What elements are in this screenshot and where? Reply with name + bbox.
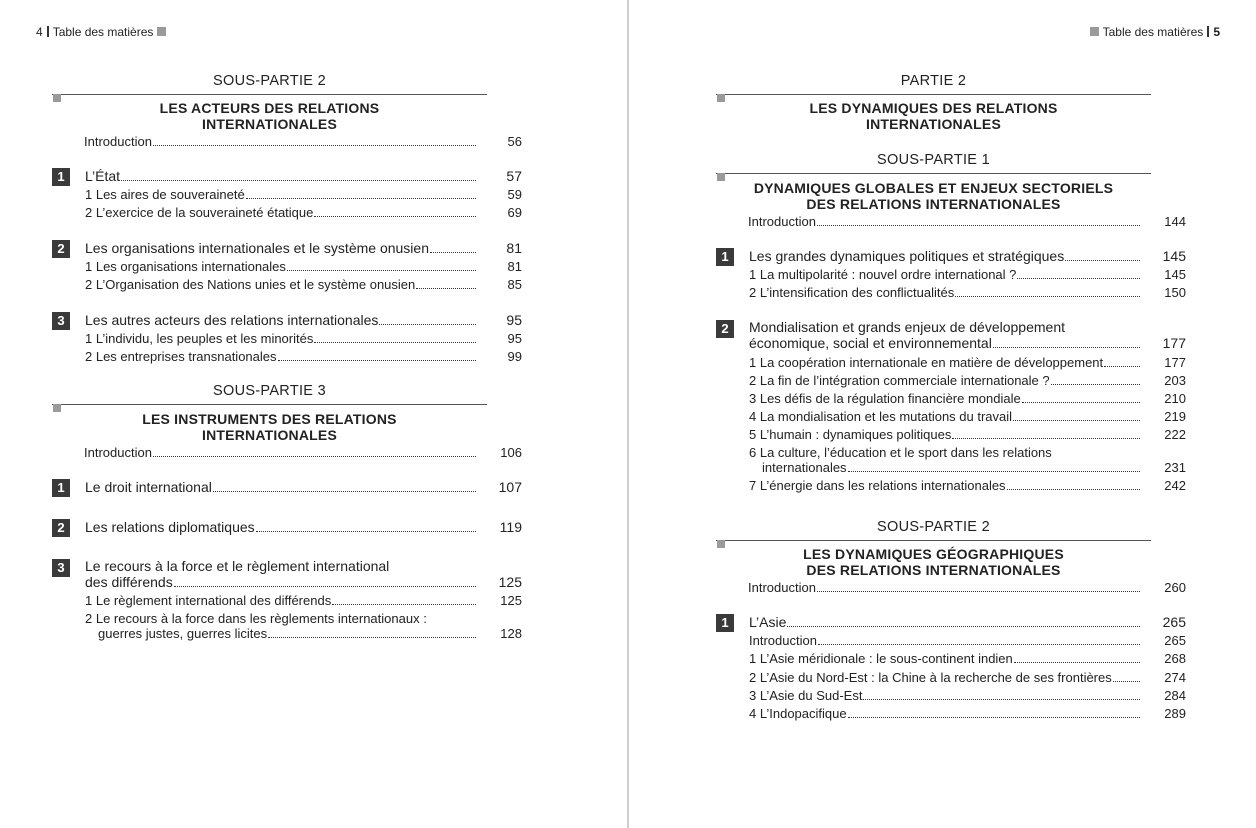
entry-page: 289 (1164, 706, 1186, 721)
entry-label-line: 2 Le recours à la force dans les règlements internationaux : (85, 611, 427, 626)
dot-leader (1013, 420, 1140, 421)
dot-leader (314, 342, 476, 343)
dot-leader (848, 717, 1140, 718)
section-label: SOUS-PARTIE 2 (877, 519, 990, 535)
toc-sub-entry[interactable] (85, 331, 522, 346)
toc-sub-entry[interactable] (85, 277, 522, 292)
dot-leader (256, 531, 476, 532)
entry-label: 2 L’intensification des conflictualités (749, 285, 955, 300)
entry-page: 177 (1162, 335, 1186, 351)
section-title-line: INTERNATIONALES (202, 116, 337, 132)
entry-label: 1 Les aires de souveraineté (85, 187, 245, 202)
entry-label: Le droit international (85, 479, 212, 495)
chapter-number-badge: 3 (52, 312, 70, 330)
entry-label: 4 L’Indopacifique (749, 706, 847, 721)
toc-sub-entry[interactable] (749, 706, 1186, 721)
entry-label: 2 La fin de l’intégration commerciale internationale ? (749, 373, 1050, 388)
entry-label: guerres justes, guerres licites (98, 626, 268, 641)
section-title (52, 100, 487, 132)
entry-page: 56 (507, 134, 522, 149)
dot-leader (848, 471, 1140, 472)
entry-label: 3 Les défis de la régulation financière mondiale (749, 391, 1021, 406)
entry-page: 268 (1164, 651, 1186, 666)
toc-sub-entry[interactable] (749, 285, 1186, 300)
dot-leader (246, 198, 476, 199)
part-title-line: INTERNATIONALES (866, 116, 1001, 132)
entry-page: 274 (1164, 670, 1186, 685)
toc-sub-entry[interactable] (85, 259, 522, 274)
entry-label: L’État (85, 168, 121, 184)
entry-page: 59 (507, 187, 522, 202)
page-number: 4 (36, 25, 43, 39)
entry-label: Introduction (749, 633, 817, 648)
toc-sub-entry[interactable] (749, 427, 1186, 442)
dot-leader (818, 644, 1140, 645)
entry-page: 260 (1164, 580, 1186, 595)
section-title (52, 411, 487, 443)
section-label: SOUS-PARTIE 1 (877, 152, 990, 168)
toc-chapter-entry[interactable] (749, 335, 1186, 351)
dot-leader (430, 252, 476, 253)
toc-sub-entry[interactable] (749, 355, 1186, 370)
chapter-number-badge: 1 (716, 248, 734, 266)
dot-leader (213, 491, 476, 492)
entry-page: 128 (500, 626, 522, 641)
entry-label: Les autres acteurs des relations internationales (85, 312, 379, 328)
section-title (716, 546, 1151, 578)
toc-chapter-entry[interactable] (85, 168, 522, 184)
left-page (0, 0, 627, 828)
dot-leader (287, 270, 476, 271)
dot-leader (1022, 402, 1140, 403)
entry-page: 265 (1162, 614, 1186, 630)
entry-page: 85 (507, 277, 522, 292)
entry-page: 203 (1164, 373, 1186, 388)
dot-leader (993, 347, 1140, 348)
dot-leader (1017, 278, 1140, 279)
section-rule (52, 404, 487, 405)
entry-label-line: Le recours à la force et le règlement international (85, 558, 390, 574)
page-number: 5 (1213, 25, 1220, 39)
section-title-line: LES DYNAMIQUES GÉOGRAPHIQUES (803, 546, 1064, 562)
dot-leader (1113, 681, 1140, 682)
part-title-line: LES DYNAMIQUES DES RELATIONS (809, 100, 1058, 116)
section-title-line: INTERNATIONALES (202, 427, 337, 443)
section-label: SOUS-PARTIE 3 (213, 383, 326, 399)
entry-page: 231 (1164, 460, 1186, 475)
section-label: SOUS-PARTIE 2 (213, 73, 326, 89)
section-title-line: DES RELATIONS INTERNATIONALES (806, 562, 1061, 578)
toc-entry[interactable] (84, 134, 522, 149)
toc-sub-entry[interactable] (85, 349, 522, 364)
toc-sub-entry[interactable] (749, 409, 1186, 424)
toc-entry[interactable] (748, 580, 1186, 595)
dot-leader (817, 591, 1140, 592)
separator-bar (1207, 26, 1209, 37)
toc-sub-entry[interactable] (749, 373, 1186, 388)
entry-label: 1 La multipolarité : nouvel ordre international ? (749, 267, 1017, 282)
dot-leader (955, 296, 1140, 297)
entry-label: 4 La mondialisation et les mutations du travail (749, 409, 1013, 424)
entry-page: 242 (1164, 478, 1186, 493)
entry-page: 95 (507, 331, 522, 346)
entry-label: 2 L’exercice de la souveraineté étatique (85, 205, 314, 220)
entry-label: Les grandes dynamiques politiques et stratégiques (749, 248, 1065, 264)
dot-leader (1014, 662, 1140, 663)
right-page (629, 0, 1256, 828)
entry-label: Introduction (748, 214, 816, 229)
toc-sub-entry[interactable] (749, 391, 1186, 406)
entry-label: Les organisations internationales et le système onusien (85, 240, 429, 256)
section-rule (716, 173, 1151, 174)
toc-sub-entry[interactable] (762, 460, 1186, 475)
entry-label-line: 6 La culture, l’éducation et le sport dans les relations (749, 445, 1052, 460)
toc-sub-entry[interactable] (749, 633, 1186, 648)
entry-label: Les relations diplomatiques (85, 519, 255, 535)
dot-leader (379, 324, 476, 325)
section-title (716, 180, 1151, 212)
toc-sub-entry[interactable] (749, 651, 1186, 666)
entry-page: 95 (506, 312, 522, 328)
dot-leader (416, 288, 476, 289)
dot-leader (1007, 489, 1140, 490)
dot-leader (787, 626, 1140, 627)
toc-chapter-entry[interactable] (749, 614, 1186, 630)
square-marker-icon (157, 27, 166, 36)
section-rule (716, 94, 1151, 95)
toc-sub-entry[interactable] (98, 626, 522, 641)
entry-label: 2 L’Asie du Nord-Est : la Chine à la recherche de ses frontières (749, 670, 1112, 685)
entry-page: 81 (506, 240, 522, 256)
toc-sub-entry[interactable] (749, 478, 1186, 493)
dot-leader (121, 180, 476, 181)
toc-chapter-entry[interactable] (85, 574, 522, 590)
entry-label: L’Asie (749, 614, 787, 630)
entry-label: 1 L’individu, les peuples et les minorités (85, 331, 314, 346)
part-title (716, 100, 1151, 132)
toc-sub-entry[interactable] (85, 205, 522, 220)
dot-leader (278, 360, 476, 361)
dot-leader (153, 145, 476, 146)
dot-leader (952, 438, 1140, 439)
toc-sub-entry[interactable] (85, 593, 522, 608)
entry-page: 222 (1164, 427, 1186, 442)
entry-label: 5 L’humain : dynamiques politiques (749, 427, 952, 442)
part-label: PARTIE 2 (900, 73, 967, 89)
entry-page: 210 (1164, 391, 1186, 406)
dot-leader (153, 456, 476, 457)
chapter-number-badge: 2 (716, 320, 734, 338)
entry-page: 284 (1164, 688, 1186, 703)
entry-page: 145 (1164, 267, 1186, 282)
dot-leader (314, 216, 476, 217)
entry-label: 2 Les entreprises transnationales (85, 349, 277, 364)
entry-page: 106 (500, 445, 522, 460)
entry-label: 2 L’Organisation des Nations unies et le système onusien (85, 277, 416, 292)
toc-chapter-entry[interactable] (85, 312, 522, 328)
entry-page: 57 (506, 168, 522, 184)
running-head-left (36, 25, 170, 39)
toc-sub-entry[interactable] (749, 670, 1186, 685)
entry-page: 69 (507, 205, 522, 220)
section-title-line: LES ACTEURS DES RELATIONS (159, 100, 380, 116)
entry-label: Introduction (84, 134, 152, 149)
chapter-number-badge: 2 (52, 519, 70, 537)
toc-entry[interactable] (748, 214, 1186, 229)
dot-leader (863, 699, 1140, 700)
entry-label: 1 L’Asie méridionale : le sous-continent indien (749, 651, 1013, 666)
chapter-number-badge: 3 (52, 559, 70, 577)
section-rule (52, 94, 487, 95)
toc-chapter-entry[interactable] (85, 519, 522, 535)
section-title-line: DES RELATIONS INTERNATIONALES (806, 196, 1061, 212)
entry-page: 265 (1164, 633, 1186, 648)
entry-page: 177 (1164, 355, 1186, 370)
section-title-line: DYNAMIQUES GLOBALES ET ENJEUX SECTORIELS (753, 180, 1114, 196)
chapter-number-badge: 1 (716, 614, 734, 632)
toc-sub-entry[interactable] (85, 187, 522, 202)
entry-page: 99 (507, 349, 522, 364)
dot-leader (1104, 366, 1140, 367)
toc-chapter-entry[interactable] (85, 479, 522, 495)
entry-page: 144 (1164, 214, 1186, 229)
entry-label: internationales (762, 460, 847, 475)
dot-leader (1065, 260, 1140, 261)
dot-leader (174, 586, 476, 587)
entry-page: 145 (1162, 248, 1186, 264)
separator-bar (47, 26, 49, 37)
entry-page: 219 (1164, 409, 1186, 424)
running-title: Table des matières (1102, 25, 1204, 39)
toc-chapter-entry[interactable] (749, 248, 1186, 264)
toc-chapter-entry[interactable] (85, 240, 522, 256)
dot-leader (817, 225, 1140, 226)
square-marker-icon (1090, 27, 1099, 36)
entry-page: 107 (498, 479, 522, 495)
entry-page: 125 (500, 593, 522, 608)
section-rule (716, 540, 1151, 541)
chapter-number-badge: 1 (52, 168, 70, 186)
running-title: Table des matières (52, 25, 154, 39)
entry-label: 1 Les organisations internationales (85, 259, 286, 274)
section-title-line: LES INSTRUMENTS DES RELATIONS (142, 411, 397, 427)
entry-label: 1 La coopération internationale en matière de développement (749, 355, 1104, 370)
entry-label: des différends (85, 574, 173, 590)
entry-page: 125 (498, 574, 522, 590)
entry-label-line: Mondialisation et grands enjeux de développement (749, 319, 1065, 335)
toc-sub-entry[interactable] (749, 688, 1186, 703)
toc-entry[interactable] (84, 445, 522, 460)
dot-leader (268, 637, 476, 638)
entry-label: 3 L’Asie du Sud-Est (749, 688, 863, 703)
entry-page: 81 (507, 259, 522, 274)
dot-leader (1051, 384, 1140, 385)
entry-page: 119 (499, 519, 522, 535)
chapter-number-badge: 1 (52, 479, 70, 497)
entry-label: Introduction (748, 580, 816, 595)
toc-sub-entry[interactable] (749, 267, 1186, 282)
running-head-right (1086, 25, 1220, 39)
entry-label: économique, social et environnemental (749, 335, 992, 351)
entry-label: 1 Le règlement international des différends (85, 593, 332, 608)
dot-leader (332, 604, 476, 605)
entry-page: 150 (1164, 285, 1186, 300)
entry-label: Introduction (84, 445, 152, 460)
chapter-number-badge: 2 (52, 240, 70, 258)
entry-label: 7 L’énergie dans les relations internationales (749, 478, 1006, 493)
